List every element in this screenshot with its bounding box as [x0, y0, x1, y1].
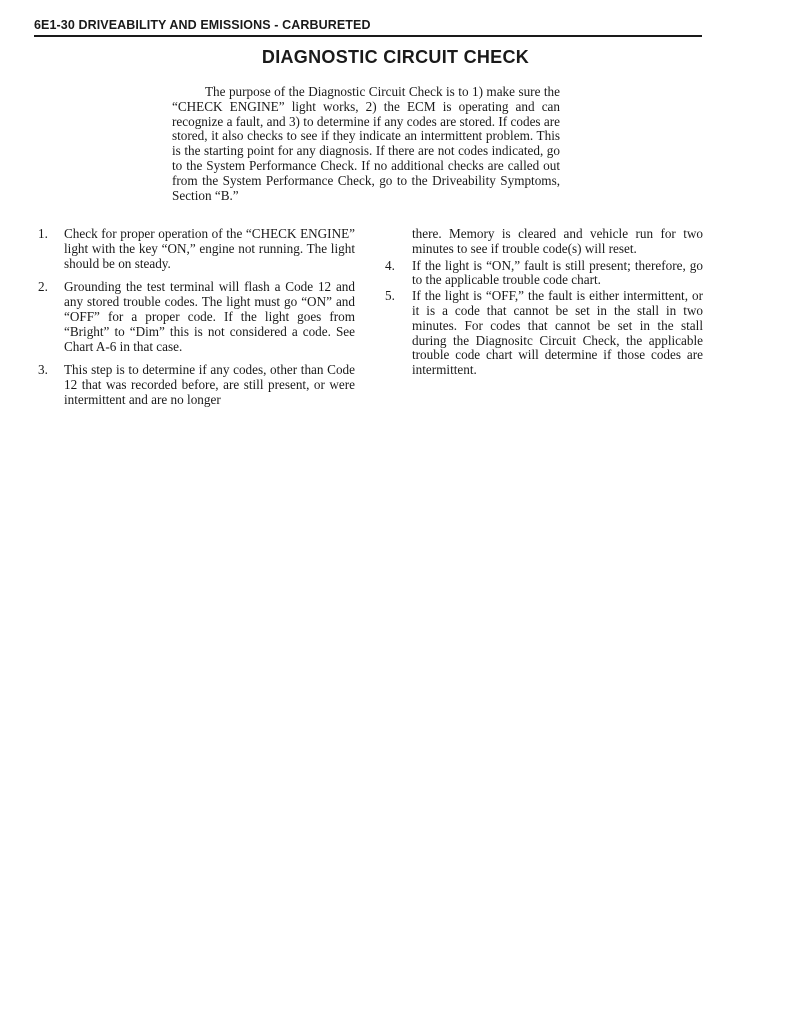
steps-left-column — [34, 227, 355, 417]
header-rule — [34, 35, 702, 37]
step-3-text: This step is to determine if any codes, other than Code 12 that was recorded before, are still present, or were intermittent and are no longer — [64, 362, 355, 407]
step-4-text: If the light is “ON,” fault is still present; therefore, go to the applicable trouble code chart. — [412, 257, 703, 288]
step-2-text: Grounding the test terminal will flash a Code 12 and any stored trouble codes. The light must go “ON” and “OFF” for a proper code. If the light goes from “Bright” to “Dim” this is not considered a code. See Chart A-6 in that case. — [64, 279, 355, 354]
step-3 — [34, 363, 355, 407]
step-3-number: 3. — [38, 362, 48, 378]
intro-paragraph: The purpose of the Diagnostic Circuit Check is to 1) make sure the “CHECK ENGINE” light works, 2) the ECM is operating and can recognize a fault, and 3) to determine if any codes are stored. If codes are stored, it also checks to see if they indicate an intermittent problem. This is the starting point for any diagnosis. If there are not codes indicated, go to the System Performance Check. If no additional checks are called out from the System Performance Check, go to the Driveability Symptoms, Section “B.” — [172, 84, 560, 203]
step-5-text: If the light is “OFF,” the fault is either intermittent, or it is a code that cannot be set in the stall in two minutes. For codes that cannot be set in the stall during the Diagnositc Circuit Check, the applicable trouble code chart will determine if those codes are intermittent. — [412, 288, 703, 378]
step-5-number: 5. — [385, 288, 395, 304]
step-2 — [34, 280, 355, 354]
running-header: 6E1-30 DRIVEABILITY AND EMISSIONS - CARBURETED — [34, 18, 371, 32]
step-5 — [380, 289, 703, 378]
step-4 — [380, 259, 703, 289]
page-title: DIAGNOSTIC CIRCUIT CHECK — [261, 47, 530, 67]
step-4-number: 4. — [385, 257, 395, 273]
step-1 — [34, 227, 355, 271]
step-3-continuation: there. Memory is cleared and vehicle run for two minutes to see if trouble code(s) will reset. — [412, 226, 703, 256]
step-1-number: 1. — [38, 226, 48, 241]
steps-right-column — [380, 227, 703, 379]
step-1-text: Check for proper operation of the “CHECK ENGINE” light with the key “ON,” engine not running. The light should be on steady. — [64, 226, 355, 271]
step-2-number: 2. — [38, 279, 48, 295]
